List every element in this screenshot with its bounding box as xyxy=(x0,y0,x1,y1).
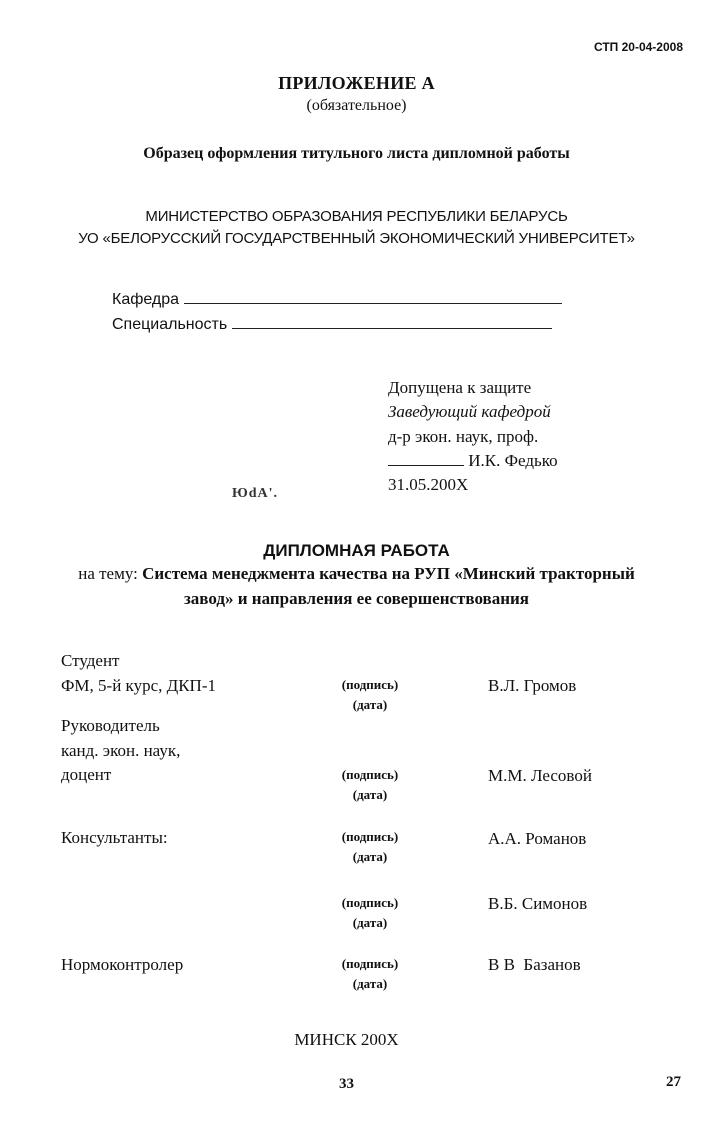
signature-label: (подпись) xyxy=(341,677,399,692)
student-name: В.Л. Громов xyxy=(488,676,577,695)
topic-prefix: на тему: xyxy=(78,564,138,583)
page-number: 33 xyxy=(339,1076,354,1092)
stamp-artifact: ЮdA'. xyxy=(232,486,279,501)
supervisor-title: доцент xyxy=(61,765,112,784)
normcontrol-signature-block xyxy=(332,954,408,994)
sample-heading: Образец оформления титульного листа дипломной работы xyxy=(143,145,570,162)
normcontrol-role: Нормоконтролер xyxy=(61,955,184,974)
date-label: (дата) xyxy=(352,849,388,864)
signature-label: (подпись) xyxy=(341,767,399,782)
supervisor-degree: канд. экон. наук, xyxy=(61,741,181,760)
head-name: И.К. Федько xyxy=(468,451,558,470)
normcontrol-name: В В Базанов xyxy=(488,955,581,974)
thesis-heading: ДИПЛОМНАЯ РАБОТА xyxy=(263,541,450,560)
approval-date: 31.05.200Х xyxy=(388,475,469,494)
specialty-blank-line xyxy=(232,328,552,329)
topic-text-1: Система менеджмента качества на РУП «Минский тракторный xyxy=(142,564,635,583)
approval-line-3: д-р экон. наук, проф. xyxy=(388,427,539,446)
date-label: (дата) xyxy=(352,787,388,802)
date-label: (дата) xyxy=(352,915,388,930)
signature-label: (подпись) xyxy=(341,895,399,910)
student-signature-block xyxy=(332,675,408,715)
signature-label: (подпись) xyxy=(341,956,399,971)
department-label: Кафедра xyxy=(112,291,180,308)
supervisor-signature-block xyxy=(332,765,408,805)
appendix-title: ПРИЛОЖЕНИЕ А xyxy=(278,73,435,93)
student-details: ФМ, 5-й курс, ДКП-1 xyxy=(61,676,216,695)
date-label: (дата) xyxy=(352,697,388,712)
specialty-field xyxy=(112,316,552,334)
appendix-note: (обязательное) xyxy=(306,97,407,114)
consultant-1-name: А.А. Романов xyxy=(488,829,587,848)
department-blank-line xyxy=(184,303,562,304)
student-role: Студент xyxy=(61,651,120,670)
document-page-number: 27 xyxy=(666,1074,681,1090)
thesis-topic-line-1 xyxy=(0,564,713,584)
consultant-2-signature-block xyxy=(332,893,408,933)
standard-code: СТП 20-04-2008 xyxy=(593,40,683,54)
supervisor-role: Руководитель xyxy=(61,716,160,735)
city-year: МИНСК 200Х xyxy=(294,1030,399,1049)
approval-head-signature xyxy=(388,451,558,471)
approval-line-2: Заведующий кафедрой xyxy=(388,402,551,421)
thesis-topic-line-2: завод» и направления ее совершенствования xyxy=(183,589,530,608)
ministry-name: МИНИСТЕРСТВО ОБРАЗОВАНИЯ РЕСПУБЛИКИ БЕЛАРУСЬ xyxy=(145,208,568,225)
supervisor-name: М.М. Лесовой xyxy=(488,766,592,785)
approval-line-1: Допущена к защите xyxy=(388,378,532,397)
signature-label: (подпись) xyxy=(341,829,399,844)
specialty-label: Специальность xyxy=(112,316,228,333)
consultants-role: Консультанты: xyxy=(61,828,168,847)
date-label: (дата) xyxy=(352,976,388,991)
head-signature-line xyxy=(388,465,464,466)
university-name: УО «БЕЛОРУССКИЙ ГОСУДАРСТВЕННЫЙ ЭКОНОМИЧЕСКИЙ УНИВЕРСИТЕТ» xyxy=(78,230,635,247)
consultant-2-name: В.Б. Симонов xyxy=(488,894,588,913)
department-field xyxy=(112,291,562,309)
consultant-1-signature-block xyxy=(332,827,408,867)
